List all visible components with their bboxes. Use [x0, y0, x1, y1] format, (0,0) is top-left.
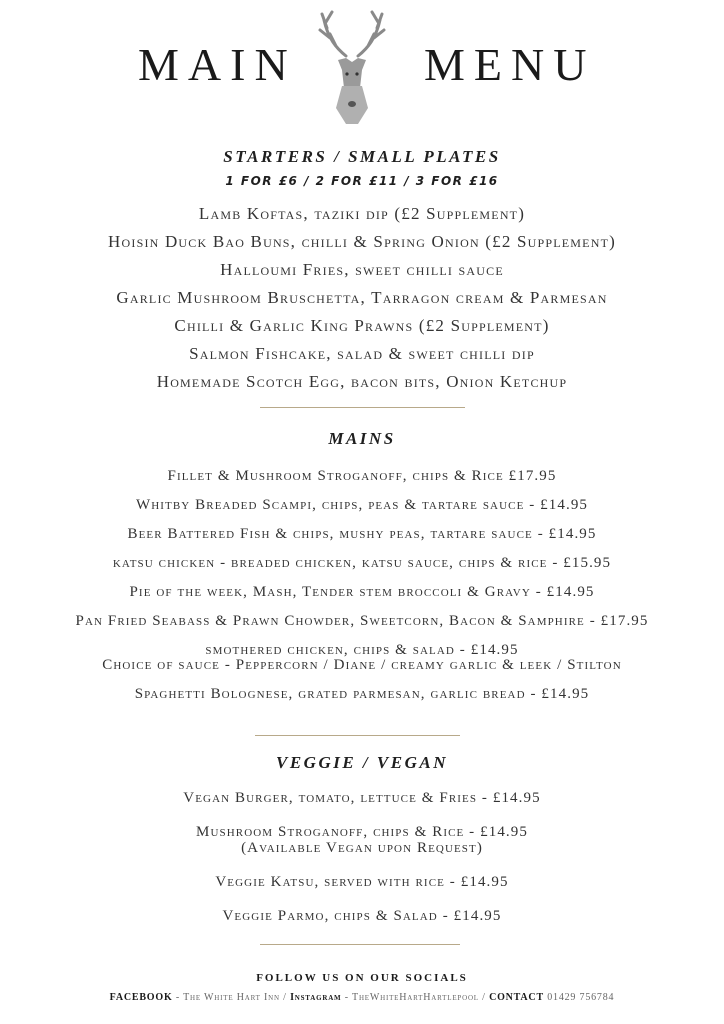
starters-heading: STARTERS / SMALL PLATES — [223, 147, 501, 166]
mains-item: katsu chicken - breaded chicken, katsu sauce, chips & rice - £15.95 — [112, 555, 612, 571]
veggie-item: Vegan Burger, tomato, lettuce & Fries - £14.95 — [183, 790, 541, 806]
title-main: MAIN — [138, 39, 297, 90]
divider — [260, 407, 465, 408]
starter-item: Lamb Koftas, taziki dip (£2 Supplement) — [198, 204, 526, 223]
mains-item: smothered chicken, chips & salad - £14.95 — [205, 642, 519, 658]
instagram-link[interactable]: - TheWhiteHartHartlepool / — [341, 992, 490, 1003]
contact-phone: 01429 756784 — [543, 992, 615, 1003]
mains-item: Pie of the week, Mash, Tender stem broccoli & Gravy - £14.95 — [129, 584, 595, 600]
mains-item-note: Choice of sauce - Peppercorn / Diane / creamy garlic & leek / Stilton — [102, 657, 622, 673]
veggie-item: Mushroom Stroganoff, chips & Rice - £14.95 — [196, 824, 528, 840]
mains-item: Pan Fried Seabass & Prawn Chowder, Sweetcorn, Bacon & Samphire - £17.95 — [75, 613, 649, 629]
facebook-label: FACEBOOK — [109, 992, 173, 1003]
veggie-item: Veggie Katsu, served with rice - £14.95 — [215, 874, 509, 890]
veggie-item-note: (Available Vegan upon Request) — [241, 840, 483, 856]
starter-item: Chilli & Garlic King Prawns (£2 Supplement) — [174, 316, 550, 335]
facebook-link[interactable]: - The White Hart Inn / — [172, 992, 291, 1003]
starter-item: Garlic Mushroom Bruschetta, Tarragon cream & Parmesan — [116, 288, 608, 307]
divider — [255, 735, 460, 736]
mains-item: Whitby Breaded Scampi, chips, peas & tartare sauce - £14.95 — [135, 497, 589, 513]
stag-head-icon — [316, 8, 388, 126]
instagram-label: Instagram — [290, 992, 342, 1003]
mains-heading: MAINS — [328, 429, 396, 448]
title-menu: MENU — [424, 39, 596, 90]
divider — [260, 944, 460, 945]
mains-item: Spaghetti Bolognese, grated parmesan, garlic bread - £14.95 — [134, 686, 590, 702]
starter-item: Salmon Fishcake, salad & sweet chilli dip — [189, 344, 535, 363]
contact-label: CONTACT — [489, 992, 544, 1003]
veggie-heading: VEGGIE / VEGAN — [276, 753, 448, 772]
follow-heading: FOLLOW US ON OUR SOCIALS — [256, 972, 468, 984]
starter-item: Homemade Scotch Egg, bacon bits, Onion Ketchup — [156, 372, 568, 391]
veggie-item: Veggie Parmo, chips & Salad - £14.95 — [222, 908, 502, 924]
mains-item: Beer Battered Fish & chips, mushy peas, tartare sauce - £14.95 — [127, 526, 597, 542]
footer-socials — [0, 992, 724, 1003]
mains-item: Fillet & Mushroom Stroganoff, chips & Rice £17.95 — [167, 468, 557, 484]
starters-offer: 1 FOR £6 / 2 FOR £11 / 3 FOR £16 — [225, 174, 499, 188]
starter-item: Halloumi Fries, sweet chilli sauce — [220, 260, 504, 279]
starter-item: Hoisin Duck Bao Buns, chilli & Spring Onion (£2 Supplement) — [108, 232, 616, 251]
